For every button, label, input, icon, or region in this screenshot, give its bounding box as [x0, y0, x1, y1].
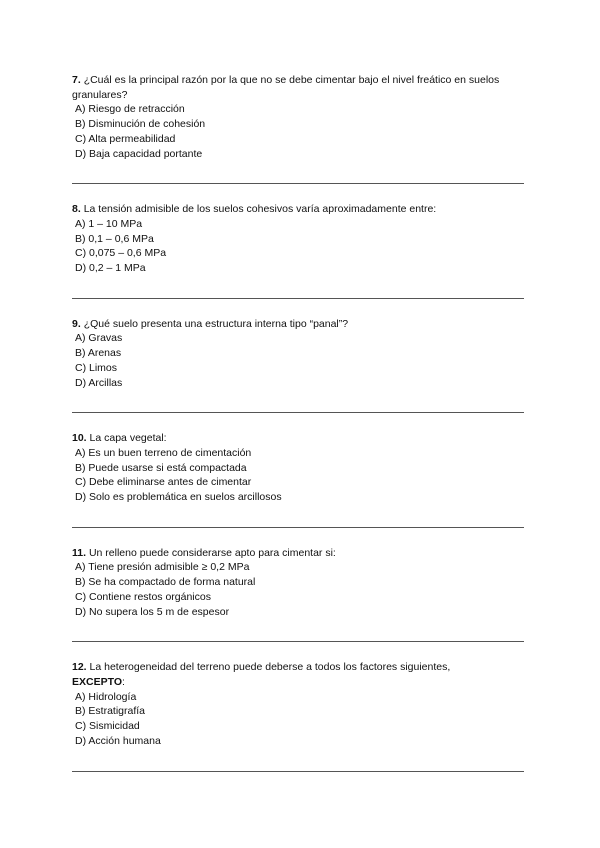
answer-divider	[72, 771, 524, 772]
question-stem	[72, 317, 524, 332]
option-d: D) Baja capacidad portante	[75, 147, 203, 160]
question-text: La capa vegetal:	[89, 432, 167, 445]
option-d: D) Arcillas	[75, 376, 123, 389]
question-text: La tensión admisible de los suelos cohesivos varía aproximadamente entre:	[83, 203, 437, 216]
question-emphasis-suffix: :	[122, 675, 125, 688]
question-stem	[72, 660, 524, 689]
option-a: A) Tiene presión admisible ≥ 0,2 MPa	[75, 561, 250, 574]
option-b: B) Arenas	[75, 347, 122, 360]
option-c: C) Alta permeabilidad	[75, 132, 176, 145]
answer-divider	[72, 298, 524, 299]
question-number: 7.	[72, 74, 81, 86]
question-emphasis: EXCEPTO	[72, 675, 122, 688]
question-11	[72, 546, 524, 643]
option-d: D) Solo es problemática en suelos arcillosos	[75, 491, 282, 504]
question-8	[72, 202, 524, 299]
option-d: D) 0,2 – 1 MPa	[75, 262, 146, 275]
question-stem	[72, 73, 524, 102]
question-number: 9.	[72, 317, 81, 330]
option-b: B) 0,1 – 0,6 MPa	[75, 232, 154, 245]
answer-divider	[72, 183, 524, 184]
question-stem	[72, 202, 524, 217]
question-stem	[72, 546, 524, 561]
exam-page	[72, 73, 524, 790]
question-12	[72, 660, 524, 771]
option-d: D) Acción humana	[75, 734, 161, 747]
option-c: C) Contiene restos orgánicos	[75, 590, 211, 603]
option-a: A) Es un buen terreno de cimentación	[75, 446, 252, 459]
option-a: A) Gravas	[75, 332, 123, 345]
option-b: B) Puede usarse si está compactada	[75, 461, 247, 474]
question-text: ¿Cuál es la principal razón por la que no se debe cimentar bajo el nivel freático en suelos granulares?	[72, 74, 500, 101]
question-7	[72, 73, 524, 184]
question-number: 8.	[72, 203, 81, 216]
option-d: D) No supera los 5 m de espesor	[75, 605, 230, 618]
option-c: C) Sismicidad	[75, 720, 140, 733]
option-c: C) Limos	[75, 361, 118, 374]
answer-divider	[72, 412, 524, 413]
question-text: La heterogeneidad del terreno puede deberse a todos los factores siguientes,	[89, 661, 451, 674]
option-b: B) Se ha compactado de forma natural	[75, 576, 256, 589]
question-number: 11.	[72, 546, 87, 559]
option-a: A) Hidrología	[75, 690, 137, 703]
question-9	[72, 317, 524, 414]
question-number: 12.	[72, 661, 87, 674]
option-c: C) 0,075 – 0,6 MPa	[75, 247, 167, 260]
option-b: B) Estratigrafía	[75, 705, 146, 718]
question-number: 10.	[72, 432, 87, 445]
option-a: A) 1 – 10 MPa	[75, 217, 143, 230]
option-c: C) Debe eliminarse antes de cimentar	[75, 476, 252, 489]
question-stem	[72, 431, 524, 446]
answer-divider	[72, 641, 524, 642]
option-a: A) Riesgo de retracción	[75, 103, 185, 116]
question-10	[72, 431, 524, 528]
question-text: ¿Qué suelo presenta una estructura interna tipo “panal”?	[83, 317, 349, 330]
answer-divider	[72, 527, 524, 528]
question-text: Un relleno puede considerarse apto para cimentar si:	[88, 546, 336, 559]
option-b: B) Disminución de cohesión	[75, 118, 206, 131]
